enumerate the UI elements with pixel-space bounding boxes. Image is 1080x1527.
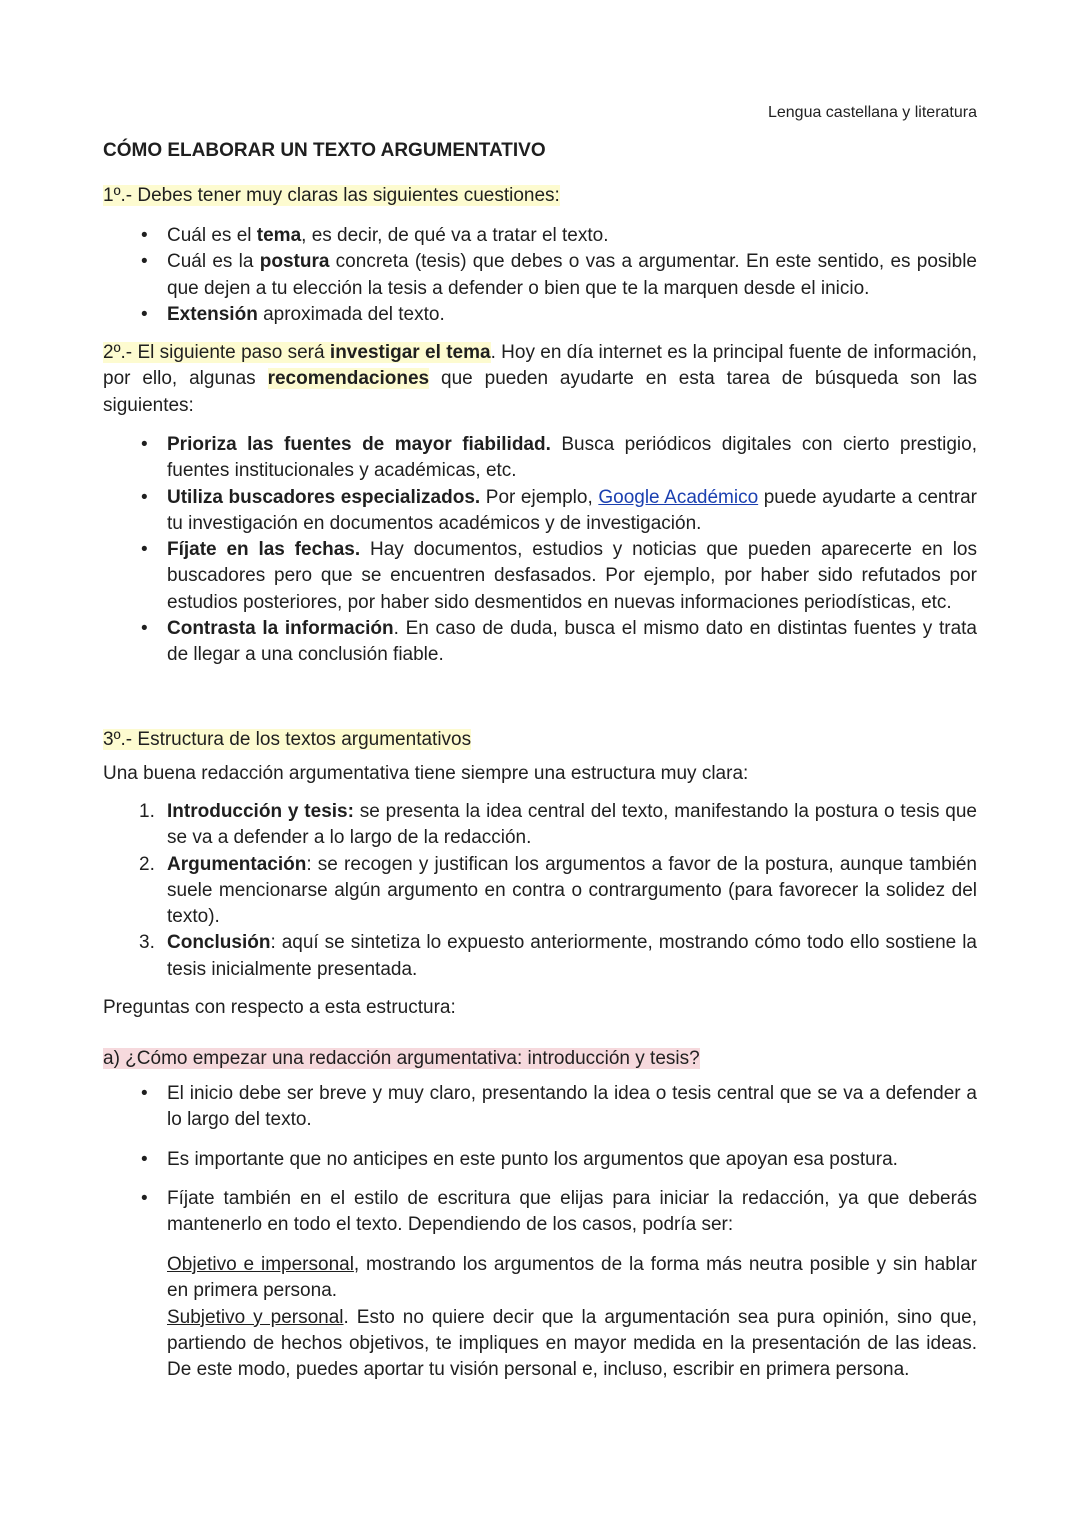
text: Hay documentos, estudios y noticias que pueden aparecerte en los buscadores pero que se encuentren desfasados. Por ejemplo, por haber sido refutados por estudios posteriores, por haber sido desmentidos en nuevas informaciones periodísticas, etc. [167, 539, 977, 613]
text: , mostrando los argumentos de la forma más neutra posible y sin hablar en primera persona. [167, 1254, 977, 1302]
style-subjective [167, 1305, 977, 1384]
bold-text: Extensión [167, 303, 258, 325]
writing-styles [103, 1252, 977, 1383]
question-a-heading [103, 1046, 977, 1072]
list-item [103, 302, 977, 328]
list-item: • El inicio debe ser breve y muy claro, presentando la idea o tesis central que se va a defender a lo largo del texto. [103, 1081, 977, 1134]
section-3-heading [103, 727, 977, 753]
text: : se recogen y justifican los argumentos a favor de la postura, aunque también suele mencionarse algún argumento en contra o contrargumento (para favorecer la solidez del texto). [167, 853, 977, 928]
list-item [103, 249, 977, 302]
document-title: CÓMO ELABORAR UN TEXTO ARGUMENTATIVO [103, 140, 546, 161]
bold-text: Utiliza buscadores especializados. [167, 486, 481, 508]
item-number: 2. [139, 853, 155, 875]
list-item [103, 852, 977, 931]
text: . En caso de duda, busca el mismo dato en distintas fuentes y trata de llegar a una conclusión fiable. [167, 618, 977, 666]
bold-text: recomendaciones [267, 368, 430, 390]
text: . Esto no quiere decir que la argumentación sea pura opinión, sino que, partiendo de hechos objetivos, te impliques en mayor medida en la presentación de las ideas. De este modo, puedes aportar tu visión personal e, incluso, escribir en primera persona. [167, 1306, 977, 1381]
section-2-list [103, 432, 977, 669]
bold-text: Introducción y tesis: [167, 801, 354, 822]
list-item [103, 485, 977, 538]
heading-text: 1º.- Debes tener muy claras las siguientes cuestiones: [103, 185, 560, 206]
question-a-list-1 [103, 1081, 977, 1134]
bold-text: Fíjate en las fechas. [167, 539, 361, 561]
list-item: • Fíjate también en el estilo de escritura que elijas para iniciar la redacción, ya que deberás mantenerlo en todo el texto. Dependiendo de los casos, podría ser: [103, 1186, 977, 1239]
underlined-text: Subjetivo y personal [167, 1306, 344, 1328]
structure-list [103, 799, 977, 983]
text: , es decir, de qué va a tratar el texto. [301, 225, 609, 246]
list-item [103, 930, 977, 983]
text: que pueden ayudarte en esta tarea de búsqueda son las siguientes: [103, 368, 977, 416]
list-item [103, 616, 977, 669]
style-objective [167, 1252, 977, 1305]
highlighted-bold-text: investigar el tema [329, 342, 491, 363]
text: Cuál es la [167, 251, 260, 273]
heading-text: 3º.- Estructura de los textos argumentativos [103, 729, 472, 750]
bold-text: Argumentación [167, 853, 307, 875]
list-item [103, 537, 977, 616]
section-1-list [103, 223, 977, 328]
text: Busca periódicos digitales con cierto prestigio, fuentes institucionales y académicas, etc. [167, 434, 977, 482]
google-academico-link[interactable]: Google Académico [598, 486, 759, 508]
text: : aquí se sintetiza lo expuesto anteriormente, mostrando cómo todo ello sostiene la tesis inicialmente presentada. [167, 932, 977, 980]
heading-text: a) ¿Cómo empezar una redacción argumentativa: introducción y tesis? [103, 1048, 700, 1069]
text: Cuál es el [167, 225, 257, 246]
section-1-heading [103, 183, 977, 209]
page-header: Lengua castellana y literatura [767, 104, 977, 121]
highlighted-text: 2º.- El siguiente paso será [103, 342, 330, 363]
question-a-list-3 [103, 1186, 977, 1239]
bold-text: Conclusión [167, 932, 271, 954]
item-number: 3. [139, 932, 155, 954]
list-item [103, 432, 977, 485]
questions-intro: Preguntas con respecto a esta estructura: [103, 997, 456, 1018]
text: aproximada del texto. [257, 303, 445, 325]
text: concreta (tesis) que debes o vas a argumentar. En este sentido, es posible que dejen a tu elección la tesis a defender o bien que te la marquen desde el inicio. [167, 251, 977, 299]
section-3-intro: Una buena redacción argumentativa tiene siempre una estructura muy clara: [103, 763, 749, 784]
underlined-text: Objetivo e impersonal [167, 1254, 354, 1275]
bold-text: tema [256, 225, 302, 246]
bold-text: postura [259, 251, 330, 273]
section-2-paragraph [103, 340, 977, 419]
bold-text: Contrasta la información [167, 618, 394, 640]
list-item [103, 223, 977, 249]
question-a-list-2 [103, 1147, 977, 1173]
list-item [103, 799, 977, 852]
text: se presenta la idea central del texto, manifestando la postura o tesis que se va a defender a lo largo de la redacción. [167, 801, 978, 849]
text: . Hoy en día internet es la principal fuente de información, por ello, algunas [103, 342, 977, 390]
text: puede ayudarte a centrar tu investigación en documentos académicos y de investigación. [167, 486, 977, 534]
text: Por ejemplo, [480, 486, 599, 508]
bold-text: Prioriza las fuentes de mayor fiabilidad. [167, 434, 551, 455]
item-number: 1. [139, 801, 155, 822]
list-item: • Es importante que no anticipes en este punto los argumentos que apoyan esa postura. [103, 1147, 977, 1173]
